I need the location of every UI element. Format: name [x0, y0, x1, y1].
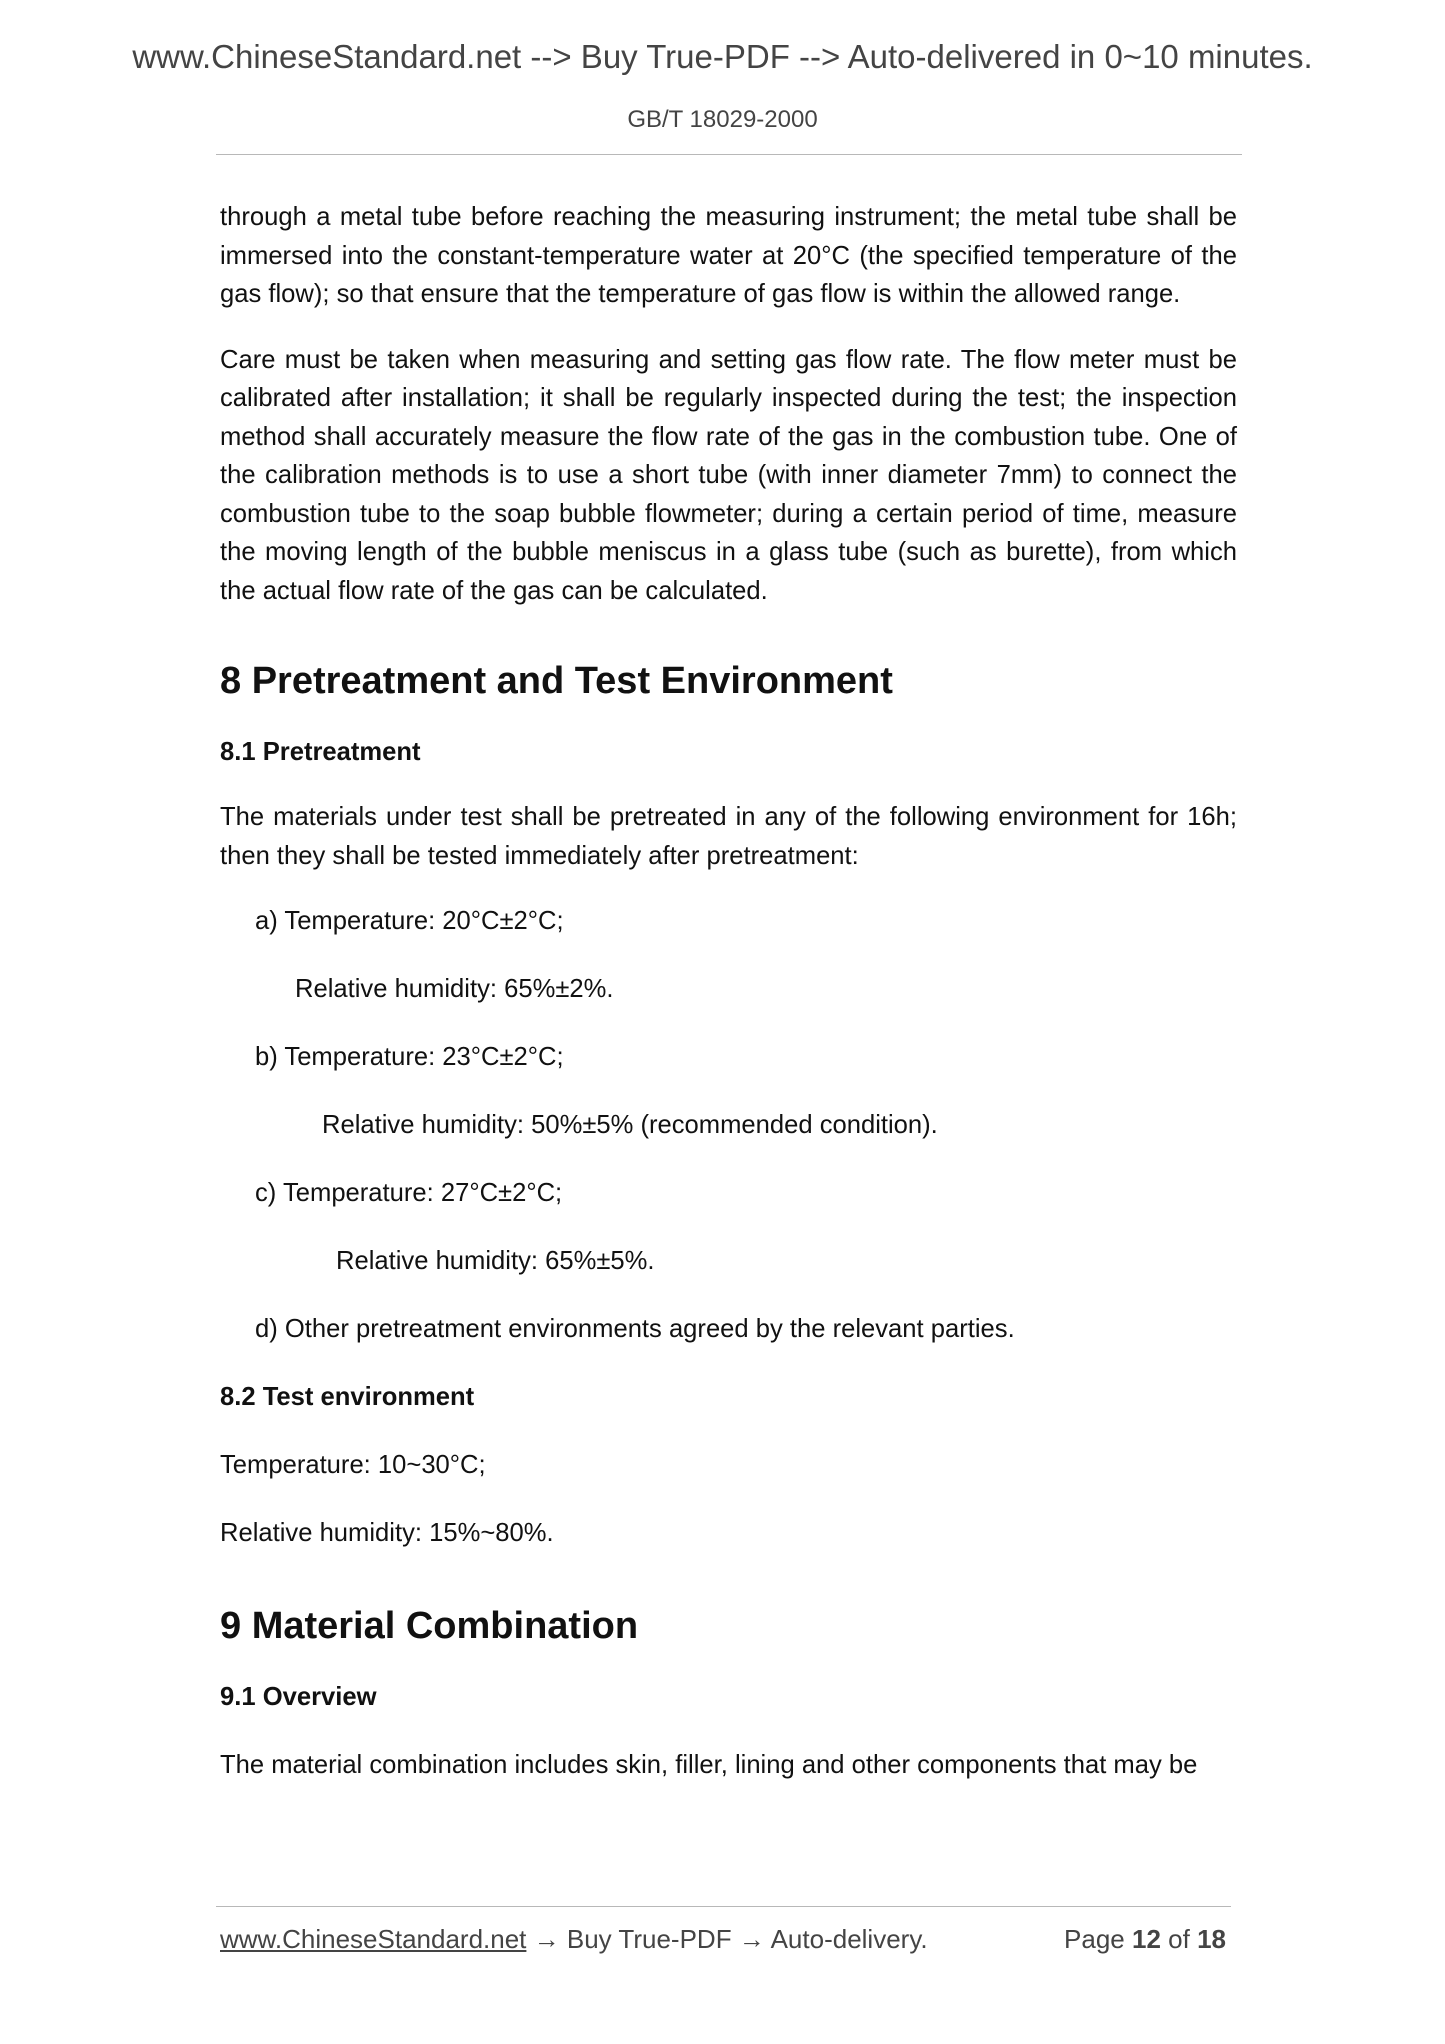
subsection-8-2-heading: 8.2 Test environment — [220, 1383, 475, 1411]
footer-buy-text: Buy True-PDF — [559, 1924, 739, 1954]
page-number — [1064, 1924, 1226, 1955]
section-8-heading: 8 Pretreatment and Test Environment — [220, 660, 893, 702]
item-c-humidity: Relative humidity: 65%±5%. — [336, 1247, 655, 1275]
item-c-temperature: c) Temperature: 27°C±2°C; — [255, 1179, 563, 1207]
page-current: 12 — [1132, 1924, 1161, 1954]
subsection-8-1-heading: 8.1 Pretreatment — [220, 738, 421, 766]
footer-divider — [216, 1906, 1231, 1907]
page-footer — [220, 1924, 1230, 1960]
top-banner: www.ChineseStandard.net --> Buy True-PDF --> Auto-delivered in 0~10 minutes. — [132, 38, 1313, 75]
arrow-right-icon: → — [533, 1924, 560, 1954]
subsection-9-1-heading: 9.1 Overview — [220, 1683, 377, 1711]
item-b-humidity: Relative humidity: 50%±5% (recommended condition). — [322, 1111, 938, 1139]
paragraph-gas-temperature: through a metal tube before reaching the measuring instrument; the metal tube shall be immersed into the constant-temperature water at 20°C (the specified temperature of the gas flow); so that ensure that the temperature of gas flow is within the allowed range. — [220, 203, 1237, 308]
arrow-right-icon: → — [738, 1924, 765, 1954]
page-content — [220, 198, 1237, 1784]
item-b-temperature: b) Temperature: 23°C±2°C; — [255, 1043, 564, 1071]
footer-promo — [220, 1924, 928, 1955]
of-label: of — [1168, 1924, 1190, 1954]
item-d-other: d) Other pretreatment environments agreed by the relevant parties. — [255, 1315, 1015, 1343]
paragraph-flow-calibration: Care must be taken when measuring and setting gas flow rate. The flow meter must be calibrated after installation; it shall be regularly inspected during the test; the inspection method shall accurately measure the flow rate of the gas in the combustion tube. One of the calibration methods is to use a short tube (with inner diameter 7mm) to connect the combustion tube to the soap bubble flowmeter; during a certain period of time, measure the moving length of the bubble meniscus in a glass tube (such as burette), from which the actual flow rate of the gas can be calculated. — [220, 345, 1237, 605]
page-label: Page — [1064, 1924, 1125, 1954]
footer-site-link[interactable]: www.ChineseStandard.net — [220, 1924, 527, 1954]
footer-delivery-text: Auto-delivery. — [764, 1924, 928, 1954]
test-temperature: Temperature: 10~30°C; — [220, 1451, 486, 1479]
header-divider — [216, 154, 1242, 155]
document-code: GB/T 18029-2000 — [627, 106, 818, 133]
section-9-heading: 9 Material Combination — [220, 1605, 639, 1647]
pretreatment-intro: The materials under test shall be pretreated in any of the following environment for 16h; then they shall be tested immediately after pretreatment: — [220, 803, 1237, 870]
test-humidity: Relative humidity: 15%~80%. — [220, 1519, 554, 1547]
page-total: 18 — [1197, 1924, 1226, 1954]
item-a-temperature: a) Temperature: 20°C±2°C; — [255, 907, 564, 935]
overview-text: The material combination includes skin, filler, lining and other components that may be — [220, 1751, 1198, 1779]
item-a-humidity: Relative humidity: 65%±2%. — [295, 975, 614, 1003]
